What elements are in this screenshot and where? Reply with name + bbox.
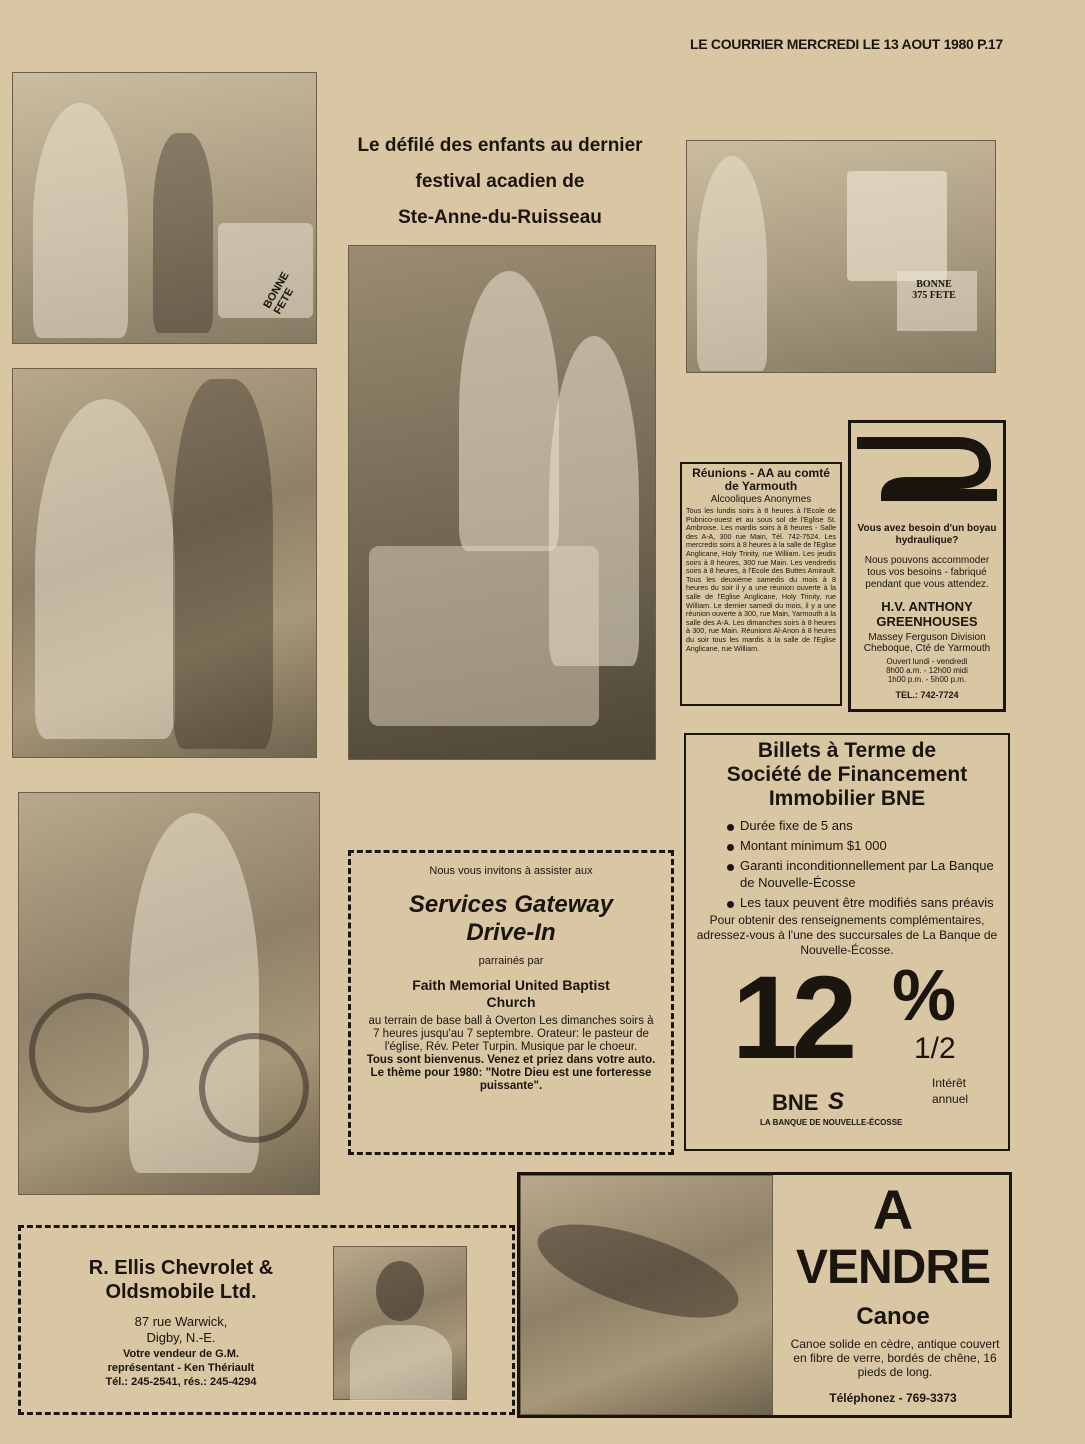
aa-notice <box>680 462 842 706</box>
bne-rate-whole: 12 <box>732 952 852 1084</box>
bne-headline-1: Billets à Terme de <box>757 739 937 762</box>
canoe-vendre: VENDRE <box>795 1241 991 1294</box>
canoe-description: Canoe solide en cèdre, antique couvert en fibre de verre, bordés de chêne, 16 pieds de long. <box>790 1337 1000 1379</box>
canoe-ad <box>517 1172 1012 1418</box>
bne-rate-label-1: Intérêt <box>932 1076 967 1090</box>
ellis-rep-2: représentant - Ken Thériault <box>107 1362 255 1374</box>
photo-girls-flower-cart <box>348 245 656 760</box>
photo-girl-boy-cake <box>12 72 317 344</box>
gateway-title-1: Services Gateway <box>408 891 614 918</box>
ellis-address-1: 87 rue Warwick, <box>134 1314 228 1329</box>
ellis-phones: Tél.: 245-2541, rés.: 245-4294 <box>105 1376 257 1388</box>
canoe-a: A <box>872 1178 914 1241</box>
anthony-location: Cheboque, Cté de Yarmouth <box>863 643 991 654</box>
canoe-phone: Téléphonez - 769-3373 <box>829 1391 957 1405</box>
photo-girl-bicycle <box>18 792 320 1195</box>
hose-icon <box>857 427 997 517</box>
anthony-hours-1: Ouvert lundi - vendredi <box>886 657 968 666</box>
running-head: LE COURRIER MERCREDI LE 13 AOUT 1980 P.17 <box>690 36 1003 52</box>
ellis-rep-1: Votre vendeur de G.M. <box>123 1348 239 1360</box>
caption-line-3: Ste-Anne-du-Ruisseau <box>398 207 602 228</box>
bne-rate <box>696 952 998 1090</box>
cart-sign: BONNE 375 FETE <box>912 279 956 301</box>
bne-info: Pour obtenir des renseignements complémentaires, adressez-vous à l'une des succursales de La Banque de Nouvelle-Écosse. <box>696 913 998 957</box>
aa-subtitle: Alcooliques Anonymes <box>710 494 812 505</box>
gateway-closing: Tous sont bienvenus. Venez et priez dans votre auto. Le thème pour 1980: "Notre Dieu est une forteresse puissante". <box>366 1054 656 1092</box>
canoe-photo <box>520 1175 773 1415</box>
bne-rate-label-2: annuel <box>932 1092 969 1106</box>
anthony-ad <box>848 420 1006 712</box>
photo-colonial-costumes <box>12 368 317 758</box>
anthony-division: Massey Ferguson Division <box>868 632 986 643</box>
gateway-sponsor-label: parrainés par <box>478 955 544 967</box>
bne-feature: Garanti inconditionnellement par La Banque de Nouvelle-Écosse <box>724 857 998 891</box>
bne-headline-2: Société de Financement <box>726 763 968 786</box>
bne-headline-3: Immobilier BNE <box>768 787 926 810</box>
anthony-hours-3: 1h00 p.m. - 5h00 p.m. <box>887 675 967 684</box>
gateway-title-2: Drive-In <box>466 919 556 946</box>
gateway-details: au terrain de base ball à Overton Les dimanches soirs à 7 heures jusqu'au 7 septembre. Orateur: le pasteur de l'église, Rév. Peter Turpin. Musique par le choeur. <box>368 1015 654 1053</box>
bne-logo <box>696 1076 998 1140</box>
bne-logo-text: BNE <box>772 1090 819 1115</box>
ellis-name-1: R. Ellis Chevrolet & <box>88 1257 274 1279</box>
ellis-name-2: Oldsmobile Ltd. <box>105 1281 257 1303</box>
ellis-portrait <box>333 1246 467 1400</box>
bne-features <box>724 817 998 911</box>
ellis-ad <box>18 1225 515 1415</box>
aa-title: Réunions - AA au comté de Yarmouth <box>692 466 830 493</box>
caption-line-2: festival acadien de <box>415 171 585 192</box>
gateway-ad <box>348 850 674 1155</box>
anthony-name: H.V. ANTHONY GREENHOUSES <box>876 599 978 629</box>
bne-logo-tagline: LA BANQUE DE NOUVELLE-ÉCOSSE <box>760 1118 903 1127</box>
gateway-church-1: Faith Memorial United Baptist <box>412 977 610 993</box>
bne-feature: Montant minimum $1 000 <box>724 837 998 854</box>
canoe-item: Canoe <box>856 1303 930 1330</box>
caption-line-1: Le défilé des enfants au dernier <box>357 135 643 156</box>
gateway-invite: Nous vous invitons à assister aux <box>429 865 593 877</box>
anthony-question: Vous avez besoin d'un boyau hydraulique? <box>857 523 997 546</box>
hose-illustration <box>857 427 997 517</box>
bne-ad <box>684 733 1010 1151</box>
bne-logo-icon: S <box>828 1088 845 1115</box>
anthony-phone: TEL.: 742-7724 <box>895 690 959 700</box>
bne-rate-percent: % <box>892 956 957 1036</box>
gateway-church-2: Church <box>486 994 536 1010</box>
anthony-hours-2: 8h00 a.m. - 12h00 midi <box>886 666 968 675</box>
photo-girl-wagon-cake <box>686 140 996 373</box>
bne-rate-fraction: 1/2 <box>914 1032 956 1065</box>
bne-feature: Les taux peuvent être modifiés sans préavis <box>724 894 998 911</box>
bne-feature: Durée fixe de 5 ans <box>724 817 998 834</box>
aa-body: Tous les lundis soirs à 8 heures à l'Ecole de Pubnico-ouest et au sous sol de l'Eglise St. Ambroise. Les mardis soirs à 8 heures - Salle des A-A, 300 rue Main, Tél. 742-7524. Les mercredis soirs à 8 heures à la salle de l'Eglise Anglicane, Holy Trinity, rue William. Les jeudis soirs à 8 heures, 300 rue Main. Les vendredis soirs à 8 heures, à l'Ecole des Buttes Amirault. Tous les deuxième samedis du mois à 8 heures du soir il y a une réunion ouverte à la salle de l'Eglise Anglicane, Holy Trinity, rue William. Le dernier samedi du mois, il y a une réunion ouverte à 300, rue Main, Yarmouth à la salle des A-A. Les dimanches soirs à 8 heures à 300, rue Main. Réunions Al-Anon à 8 heures du soir tous les mardis à la salle de l'Eglise Anglicane, rue William. <box>686 506 836 653</box>
ellis-address-2: Digby, N.-E. <box>146 1330 216 1345</box>
photo-caption <box>350 128 650 236</box>
cake-sign: BONNE FETE <box>261 270 297 317</box>
anthony-pitch: Nous pouvons accommoder tous vos besoins - fabriqué pendant que vous attendez. <box>864 555 990 590</box>
